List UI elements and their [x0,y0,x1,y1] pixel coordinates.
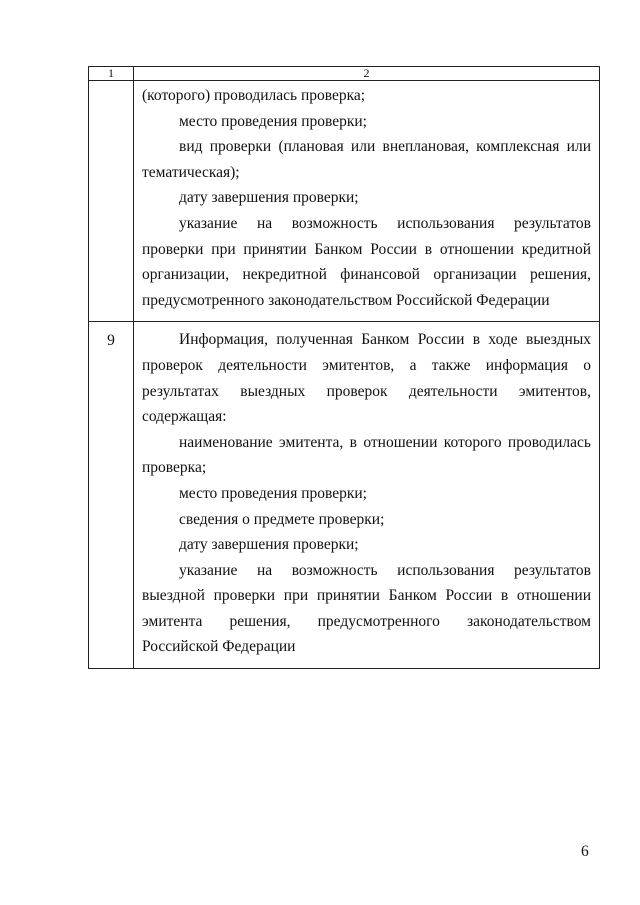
paragraph: (которого) проводилась проверка; [142,87,366,104]
paragraph: указание на возможность использования результатов выездной проверки при принятии Банком России в отношении эмитента решения, предусмотренного законодательством Российской Федерации [142,561,591,656]
table-row [89,322,600,669]
table-header-row [89,67,600,81]
table-row [89,81,600,322]
header-col-1: 1 [89,67,134,81]
row-number-cell [89,81,134,322]
paragraph: вид проверки (плановая или внеплановая, комплексная или тематическая); [142,138,591,181]
document-table [88,66,600,669]
paragraph: Информация, полученная Банком России в ходе выездных проверок деятельности эмитентов, а также информация о результатах выездных проверок деятельности эмитентов, содержащая: [142,331,591,426]
paragraph: место проведения проверки; [179,112,367,130]
paragraph: указание на возможность использования результатов проверки при принятии Банком России в отношении кредитной организации, некредитной финансовой организации решения, предусмотренного законодательством Российской Федерации [142,214,591,309]
row-text-cell [134,81,600,322]
row-number-cell: 9 [89,322,134,669]
paragraph: сведения о предмете проверки; [179,510,385,528]
page-number: 6 [581,843,589,860]
paragraph: наименование эмитента, в отношении которого проводилась проверка; [142,433,591,477]
paragraph: дату завершения проверки; [179,536,359,554]
paragraph: место проведения проверки; [179,484,367,502]
paragraph: дату завершения проверки; [179,189,359,207]
header-col-2: 2 [134,67,600,81]
row-text-cell [134,322,600,669]
